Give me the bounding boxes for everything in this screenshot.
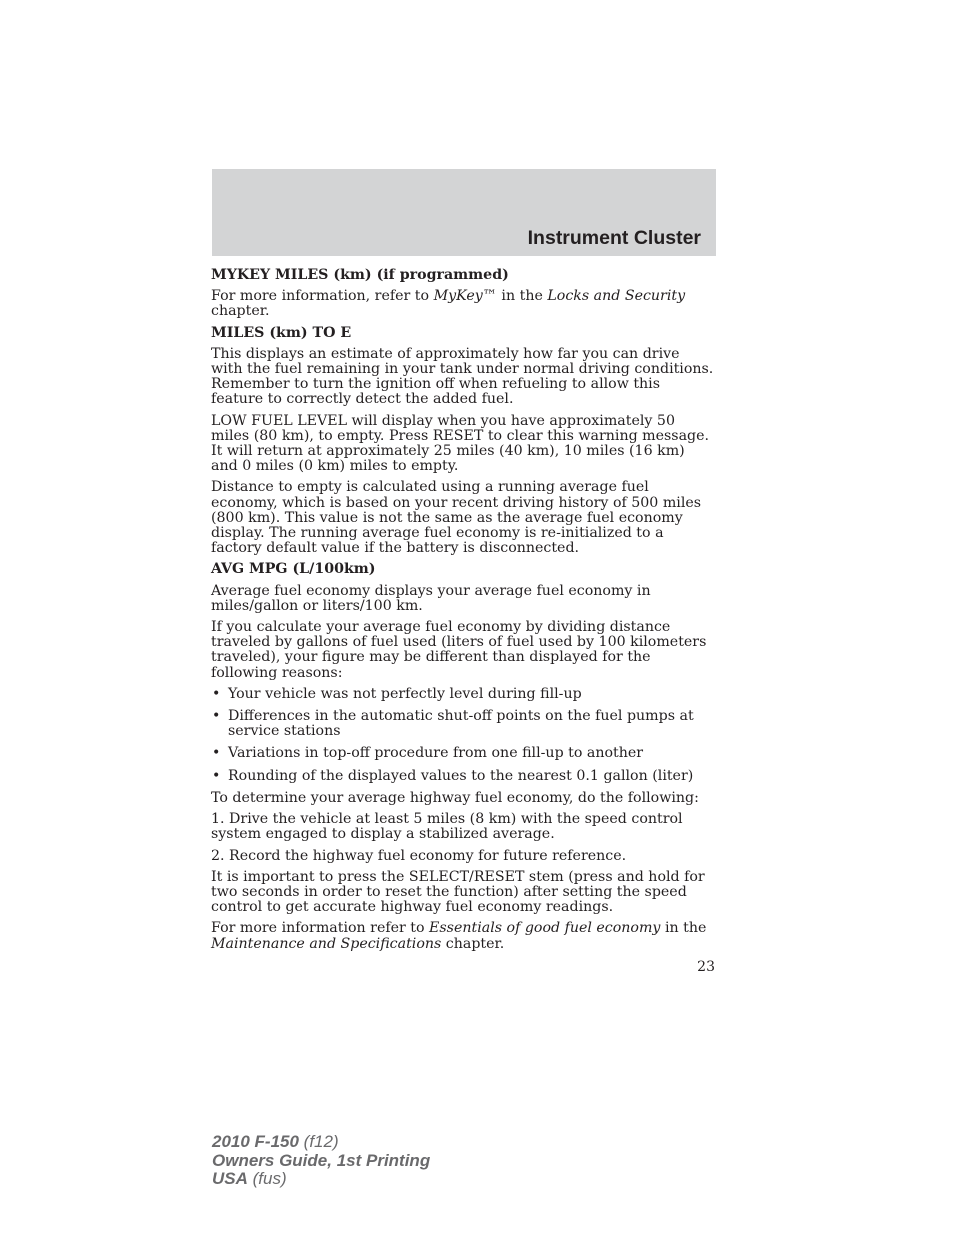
avg-mpg-paragraph-3: To determine your average highway fuel economy, do the following: — [211, 789, 699, 806]
step-1: 1. Drive the vehicle at least 5 miles (8 km) with the speed control system engaged to display a stabilized average. — [211, 811, 683, 843]
list-item: • Rounding of the displayed values to the nearest 0.1 gallon (liter) — [211, 769, 715, 784]
footer-model-code: (f12) — [298, 1132, 339, 1151]
page-content — [211, 268, 715, 958]
footer-model: 2010 F-150 — [212, 1132, 299, 1151]
reasons-list — [211, 687, 715, 784]
footer-line-1 — [212, 1133, 430, 1152]
list-item: • Your vehicle was not perfectly level during fill-up — [211, 687, 715, 702]
section-heading-miles-to-e: MILES (km) TO E — [211, 324, 352, 341]
text-run: in the — [496, 288, 548, 305]
avg-mpg-paragraph-1: Average fuel economy displays your average fuel economy in miles/gallon or liters/100 km. — [211, 582, 651, 614]
list-item: • Differences in the automatic shut-off points on the fuel pumps at service stations — [211, 709, 715, 739]
reference-fuel-economy: Essentials of good fuel economy — [429, 920, 661, 937]
document-footer — [212, 1133, 430, 1189]
text-run: chapter. — [441, 935, 505, 952]
text-run: chapter. — [211, 303, 270, 320]
footer-line-2 — [212, 1152, 430, 1171]
chapter-title: Instrument Cluster — [527, 227, 701, 249]
text-run: For more information refer to — [211, 920, 430, 937]
reference-locks-security: Locks and Security — [547, 288, 686, 305]
miles-to-e-paragraph-3: Distance to empty is calculated using a running average fuel economy, which is based on your recent driving history of 500 miles (800 km). This value is not the same as the average fuel economy display. The running average fuel economy is re-initialized to a factory default value if the battery is disconnected. — [211, 479, 702, 557]
footer-edition: Owners Guide, 1st Printing — [212, 1150, 431, 1170]
avg-mpg-paragraph-4: It is important to press the SELECT/RESET stem (press and hold for two seconds in order to reset the function) after setting the speed control to get accurate highway fuel economy readings. — [211, 868, 705, 916]
step-2: 2. Record the highway fuel economy for future reference. — [211, 847, 627, 864]
footer-line-3 — [212, 1170, 430, 1189]
section-heading-mykey-miles: MYKEY MILES (km) (if programmed) — [211, 267, 509, 283]
page-number: 23 — [697, 959, 715, 975]
text-run: in the — [660, 920, 707, 937]
avg-mpg-paragraph-2: If you calculate your average fuel economy by dividing distance traveled by gallons of fuel used (liters of fuel used by 100 kilometers traveled), your figure may be different than displayed for the following reasons: — [211, 619, 707, 681]
chapter-header-band — [212, 169, 716, 256]
miles-to-e-paragraph-1: This displays an estimate of approximately how far you can drive with the fuel remaining in your tank under normal driving conditions. Remember to turn the ignition off when refueling to allow this feature to correctly detect the added fuel. — [211, 345, 714, 408]
footer-market: USA — [212, 1169, 248, 1188]
avg-mpg-paragraph-5 — [211, 921, 715, 951]
section-heading-avg-mpg: AVG MPG (L/100km) — [211, 561, 376, 578]
list-item: • Variations in top-off procedure from one fill-up to another — [211, 746, 715, 761]
footer-market-code: (fus) — [247, 1169, 287, 1188]
reference-mykey: MyKey™ — [433, 288, 497, 305]
reference-maintenance-specifications: Maintenance and Specifications — [211, 935, 442, 952]
text-run: For more information, refer to — [211, 288, 434, 305]
mykey-paragraph — [211, 289, 715, 319]
miles-to-e-paragraph-2: LOW FUEL LEVEL will display when you have approximately 50 miles (80 km), to empty. Press RESET to clear this warning message. It will return at approximately 25 miles (40 km), 10 miles (16 km) and 0 miles (0 km) miles to empty. — [211, 412, 710, 475]
